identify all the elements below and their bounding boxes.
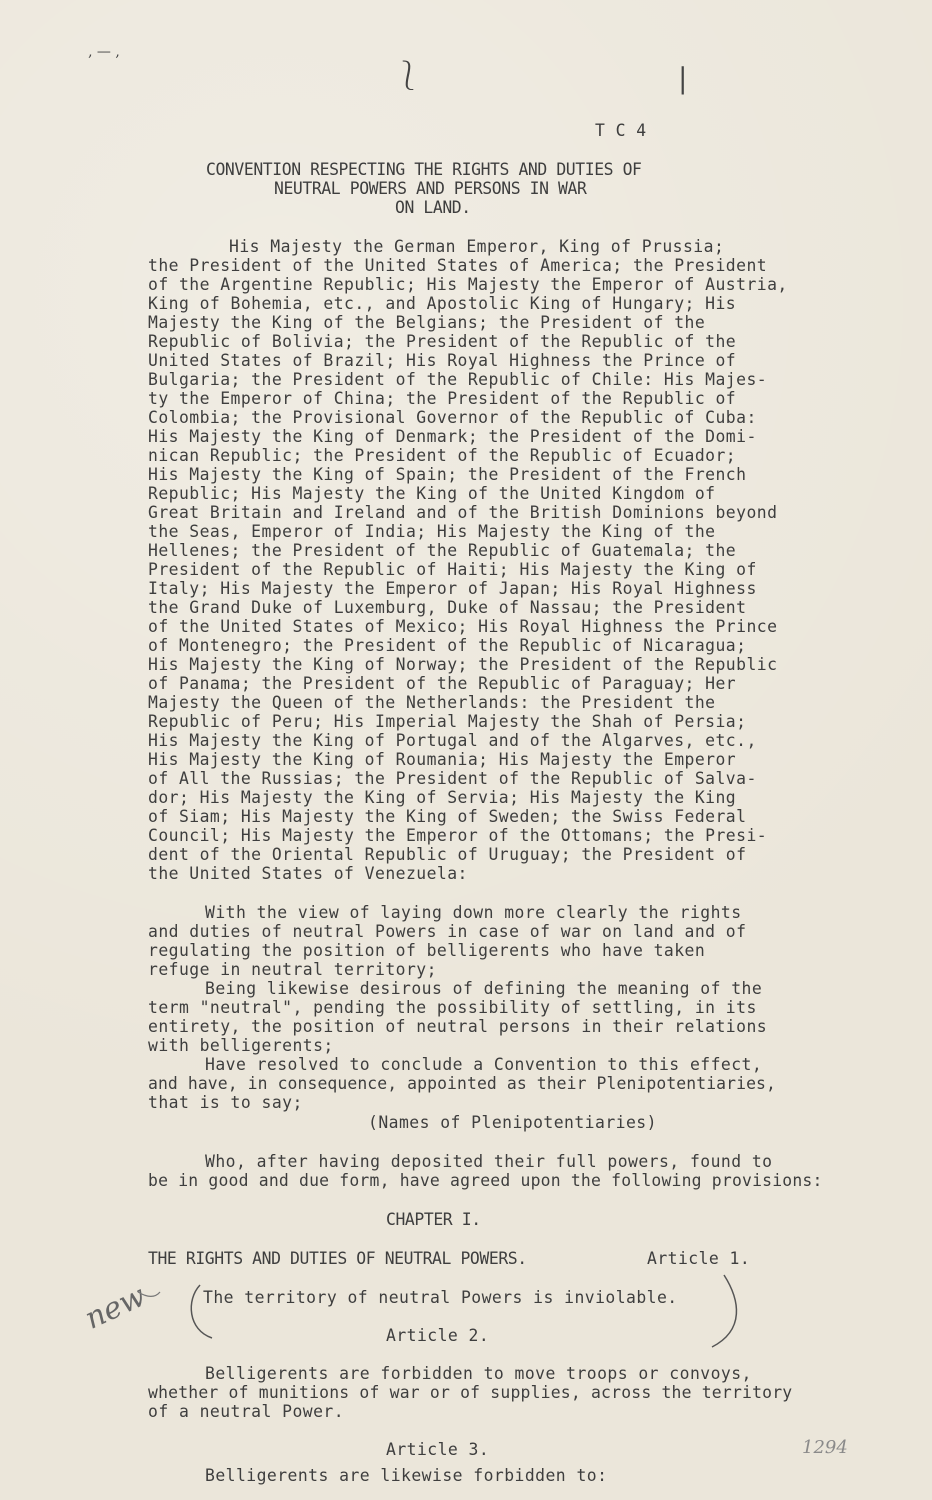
recital-line: term "neutral", pending the possibility of settling, in its (148, 998, 757, 1017)
preamble-line: Colombia; the Provisional Governor of the Republic of Cuba: (148, 408, 757, 427)
recital-line: that is to say; (148, 1093, 303, 1112)
preamble-line: of Panama; the President of the Republic of Paraguay; Her (148, 674, 737, 693)
preamble-line: of the United States of Mexico; His Royal Highness the Prince (148, 617, 778, 636)
article-2-line: whether of munitions of war or of supplies, across the territory (148, 1383, 793, 1402)
left-bracket (191, 1285, 212, 1338)
preamble-line: His Majesty the King of Portugal and of the Algarves, etc., (148, 731, 757, 750)
preamble-line: Italy; His Majesty the Emperor of Japan; His Royal Highness (148, 579, 757, 598)
recital-line: Have resolved to conclude a Convention to this effect, (205, 1055, 763, 1074)
recital-line: and duties of neutral Powers in case of war on land and of (148, 922, 747, 941)
recital-line: Being likewise desirous of defining the meaning of the (205, 979, 763, 998)
preamble-line: dent of the Oriental Republic of Uruguay; the President of (148, 845, 747, 864)
title-line: NEUTRAL POWERS AND PERSONS IN WAR (274, 179, 587, 198)
preamble-line: President of the Republic of Haiti; His Majesty the King of (148, 560, 757, 579)
preamble-line: United States of Brazil; His Royal Highness the Prince of (148, 351, 737, 370)
punch-mark-left: ⎱ (394, 59, 423, 92)
recital-line: entirety, the position of neutral persons in their relations (148, 1017, 768, 1036)
right-bracket (712, 1275, 736, 1347)
page-number: 1294 (802, 1437, 848, 1458)
preamble-line: Republic of Bolivia; the President of the Republic of the (148, 332, 737, 351)
article-3-text: Belligerents are likewise forbidden to: (205, 1466, 608, 1485)
recital-line: refuge in neutral territory; (148, 960, 437, 979)
article-2-line: Belligerents are forbidden to move troops or convoys, (205, 1364, 752, 1383)
section-heading: THE RIGHTS AND DUTIES OF NEUTRAL POWERS. (148, 1249, 527, 1268)
punch-mark-right: | (678, 62, 688, 95)
preamble-line: ty the Emperor of China; the President of the Republic of (148, 389, 737, 408)
recital-line: and have, in consequence, appointed as their Plenipotentiaries, (148, 1074, 776, 1093)
preamble-line: His Majesty the King of Roumania; His Majesty the Emperor (148, 750, 737, 769)
recital-line: with belligerents; (148, 1036, 334, 1055)
plenipotentiaries-placeholder: (Names of Plenipotentiaries) (368, 1113, 657, 1132)
margin-hook (138, 1292, 160, 1297)
preamble-line: Majesty the King of the Belgians; the President of the (148, 313, 706, 332)
margin-note: new (79, 1278, 152, 1337)
preamble-line: of the Argentine Republic; His Majesty the Emperor of Austria, (148, 275, 788, 294)
preamble-line: nican Republic; the President of the Republic of Ecuador; (148, 446, 737, 465)
preamble-line: dor; His Majesty the King of Servia; His Majesty the King (148, 788, 737, 807)
preamble-line: His Majesty the German Emperor, King of Prussia; (229, 237, 725, 256)
article-2-line: of a neutral Power. (148, 1402, 345, 1421)
preamble-line: the President of the United States of America; the President (148, 256, 768, 275)
recital-line: With the view of laying down more clearly the rights (205, 903, 742, 922)
preamble-line: Hellenes; the President of the Republic of Guatemala; the (148, 541, 737, 560)
article-1-heading: Article 1. (647, 1249, 751, 1268)
preamble-line: the Grand Duke of Luxemburg, Duke of Nassau; the President (148, 598, 747, 617)
preamble-line: Great Britain and Ireland and of the British Dominions beyond (148, 503, 778, 522)
chapter-heading: CHAPTER I. (386, 1210, 481, 1229)
document-ref: T C 4 (595, 121, 647, 140)
preamble-line: Republic; His Majesty the King of the United Kingdom of (148, 484, 716, 503)
title-line: CONVENTION RESPECTING THE RIGHTS AND DUTIES OF (206, 160, 642, 179)
provisions-line: Who, after having deposited their full powers, found to (205, 1152, 773, 1171)
preamble-line: His Majesty the King of Spain; the President of the French (148, 465, 747, 484)
preamble-line: of Montenegro; the President of the Republic of Nicaragua; (148, 636, 747, 655)
preamble-line: Majesty the Queen of the Netherlands: the President the (148, 693, 716, 712)
preamble-line: Bulgaria; the President of the Republic of Chile: His Majes- (148, 370, 768, 389)
preamble-line: of All the Russias; the President of the Republic of Salva- (148, 769, 757, 788)
margin-mark: ‚ — , (88, 44, 120, 60)
preamble-line: His Majesty the King of Denmark; the President of the Domi- (148, 427, 757, 446)
article-2-heading: Article 2. (386, 1326, 490, 1345)
preamble-line: the Seas, Emperor of India; His Majesty the King of the (148, 522, 716, 541)
preamble-line: the United States of Venezuela: (148, 864, 468, 883)
preamble-line: Council; His Majesty the Emperor of the Ottomans; the Presi- (148, 826, 768, 845)
preamble-line: of Siam; His Majesty the King of Sweden; the Swiss Federal (148, 807, 747, 826)
recital-line: regulating the position of belligerents who have taken (148, 941, 706, 960)
article-1-text: The territory of neutral Powers is inviolable. (203, 1288, 678, 1307)
article-3-heading: Article 3. (386, 1440, 490, 1459)
preamble-line: King of Bohemia, etc., and Apostolic King of Hungary; His (148, 294, 737, 313)
preamble-line: His Majesty the King of Norway; the President of the Republic (148, 655, 778, 674)
preamble-line: Republic of Peru; His Imperial Majesty the Shah of Persia; (148, 712, 747, 731)
provisions-line: be in good and due form, have agreed upon the following provisions: (148, 1171, 823, 1190)
title-line: ON LAND. (395, 198, 471, 217)
